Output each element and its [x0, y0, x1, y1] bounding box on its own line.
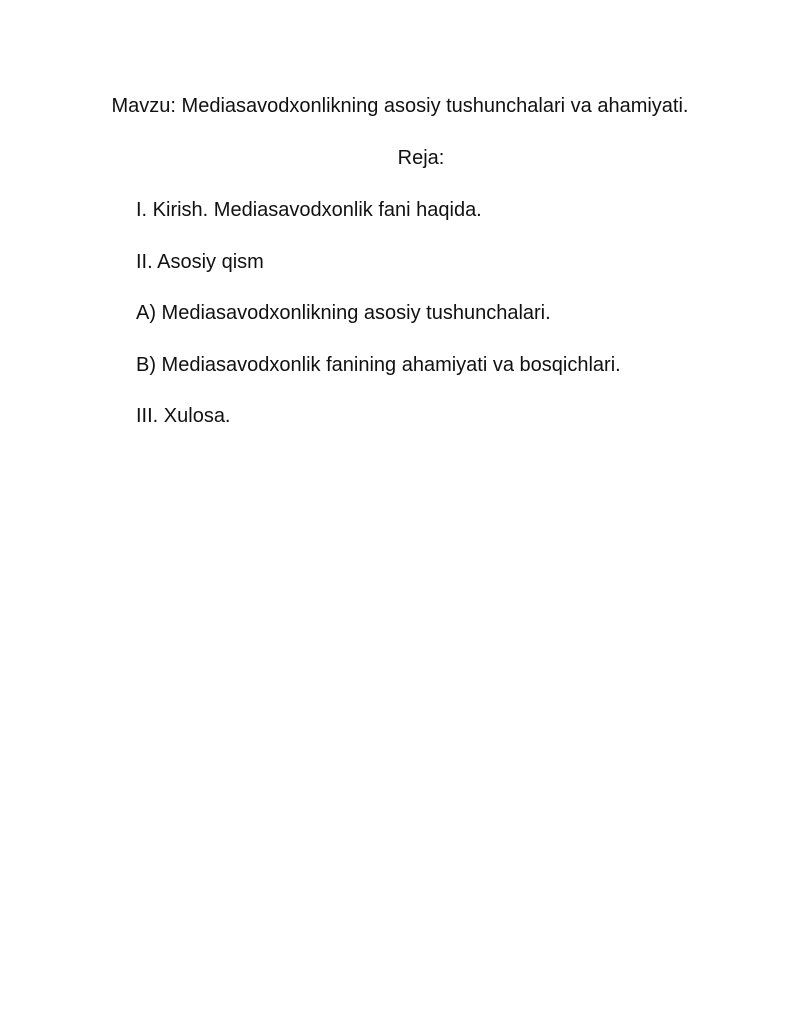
- plan-heading: Reja:: [397, 147, 445, 169]
- plan-item-conclusion: III. Xulosa.: [136, 405, 231, 427]
- plan-item-main-part: II. Asosiy qism: [136, 250, 264, 273]
- plan-item-main-a: A) Mediasavodxonlikning asosiy tushunchalari.: [136, 302, 551, 324]
- plan-list: [136, 196, 621, 454]
- document-title: Mavzu: Mediasavodxonlikning asosiy tushunchalari va ahamiyati.: [111, 95, 689, 117]
- plan-item-intro: I. Kirish. Mediasavodxonlik fani haqida.: [136, 199, 482, 221]
- plan-item-main-b: B) Mediasavodxonlik fanining ahamiyati va bosqichlari.: [136, 353, 621, 376]
